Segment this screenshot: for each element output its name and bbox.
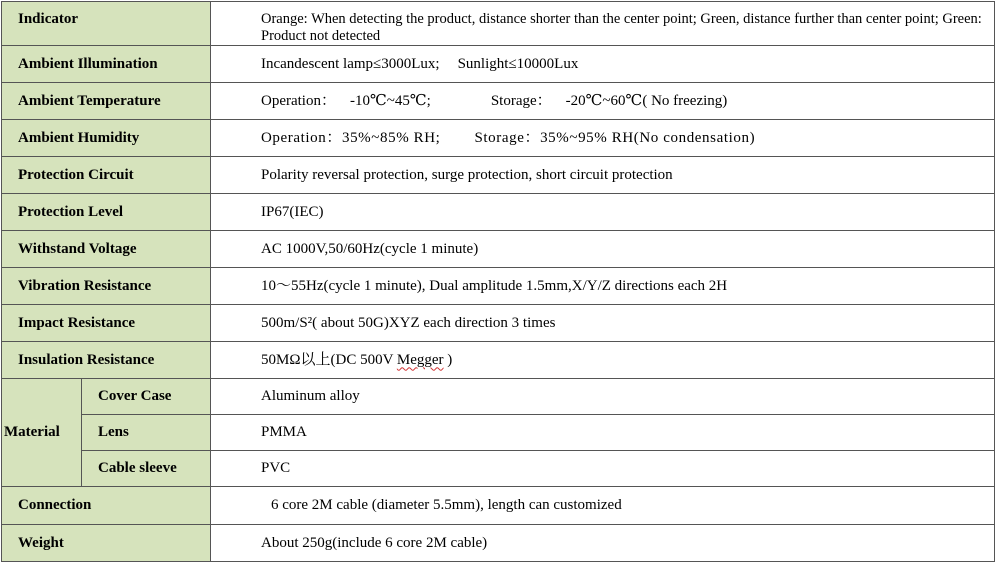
indicator-value: Orange: When detecting the product, distance shorter than the center point; Green, distance further than center point; Green: Product not detected (211, 2, 995, 46)
ambient-temperature-label: Ambient Temperature (2, 83, 211, 120)
temperature-storage-label: Storage： (490, 92, 552, 109)
illumination-incandescent: Incandescent lamp≤3000Lux; (261, 55, 440, 72)
table-row-protection-circuit (2, 157, 995, 194)
insulation-resistance-label: Insulation Resistance (2, 342, 211, 379)
withstand-voltage-label: Withstand Voltage (2, 231, 211, 268)
material-lens-value: PMMA (211, 415, 995, 451)
table-row-connection (2, 487, 995, 525)
material-label: Material (2, 379, 82, 487)
material-lens-label: Lens (82, 415, 211, 451)
table-row-material-cable-sleeve (2, 451, 995, 487)
table-row-ambient-temperature (2, 83, 995, 120)
table-row-ambient-humidity (2, 120, 995, 157)
material-cable-sleeve-label: Cable sleeve (82, 451, 211, 487)
table-row-material-cover-case (2, 379, 995, 415)
temperature-operation-label: Operation： (261, 92, 336, 109)
protection-circuit-label: Protection Circuit (2, 157, 211, 194)
vibration-resistance-label: Vibration Resistance (2, 268, 211, 305)
connection-value: 6 core 2M cable (diameter 5.5mm), length can customized (211, 487, 995, 525)
ambient-illumination-value (211, 46, 995, 83)
table-row-withstand-voltage (2, 231, 995, 268)
insulation-prefix: 50MΩ以上(DC 500V (261, 351, 397, 368)
material-cover-case-value: Aluminum alloy (211, 379, 995, 415)
temperature-operation-value: -10℃~45℃; (349, 92, 431, 109)
material-cable-sleeve-value: PVC (211, 451, 995, 487)
withstand-voltage-value: AC 1000V,50/60Hz(cycle 1 minute) (211, 231, 995, 268)
protection-circuit-value: Polarity reversal protection, surge protection, short circuit protection (211, 157, 995, 194)
weight-label: Weight (2, 525, 211, 562)
ambient-humidity-value (211, 120, 995, 157)
temperature-storage-value: -20℃~60℃( No freezing) (565, 92, 728, 109)
spec-table (1, 1, 995, 562)
humidity-storage: Storage：35%~95% RH(No condensation) (474, 129, 756, 146)
indicator-label: Indicator (2, 2, 211, 46)
ambient-temperature-value (211, 83, 995, 120)
humidity-operation: Operation：35%~85% RH; (261, 129, 441, 146)
table-row-ambient-illumination (2, 46, 995, 83)
illumination-sunlight: Sunlight≤10000Lux (457, 55, 579, 72)
weight-value: About 250g(include 6 core 2M cable) (211, 525, 995, 562)
insulation-megger: Megger (396, 351, 444, 368)
table-row-impact-resistance (2, 305, 995, 342)
table-row-protection-level (2, 194, 995, 231)
table-row-material-lens (2, 415, 995, 451)
impact-resistance-label: Impact Resistance (2, 305, 211, 342)
ambient-illumination-label: Ambient Illumination (2, 46, 211, 83)
ambient-humidity-label: Ambient Humidity (2, 120, 211, 157)
vibration-resistance-value: 10～55Hz(cycle 1 minute), Dual amplitude 1.5mm,X/Y/Z directions each 2H (211, 268, 995, 305)
insulation-resistance-value (211, 342, 995, 379)
insulation-suffix: ) (443, 351, 453, 368)
connection-label: Connection (2, 487, 211, 525)
table-row-vibration-resistance (2, 268, 995, 305)
table-row-weight (2, 525, 995, 562)
protection-level-label: Protection Level (2, 194, 211, 231)
protection-level-value: IP67(IEC) (211, 194, 995, 231)
material-cover-case-label: Cover Case (82, 379, 211, 415)
table-row-indicator (2, 2, 995, 46)
table-row-insulation-resistance (2, 342, 995, 379)
impact-resistance-value: 500m/S²( about 50G)XYZ each direction 3 times (211, 305, 995, 342)
